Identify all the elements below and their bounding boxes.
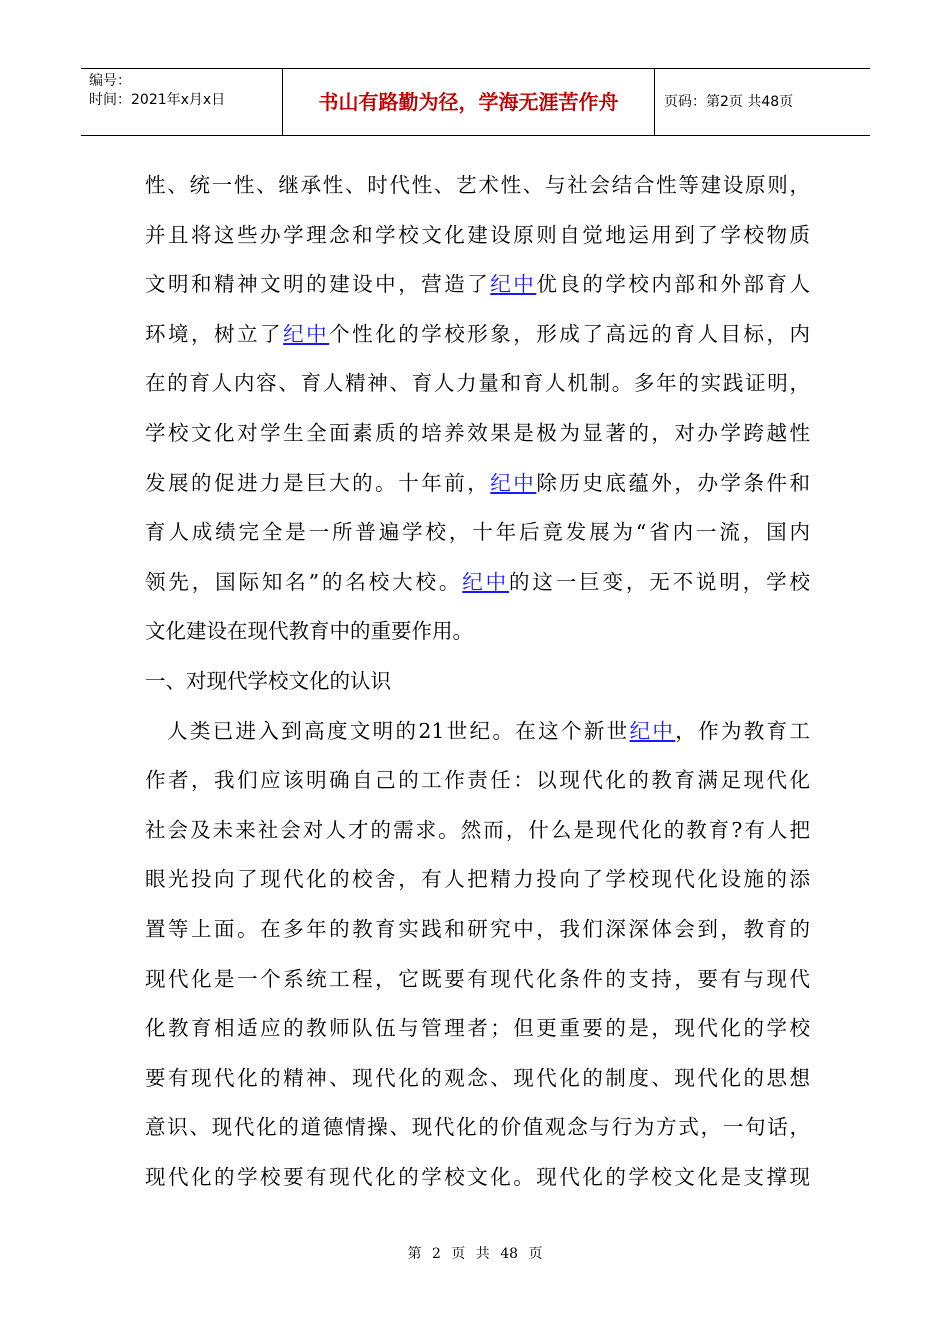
text-line bbox=[145, 855, 810, 905]
text-line bbox=[145, 310, 810, 360]
text-line bbox=[145, 905, 810, 955]
text-segment: 文化建设在现代教育中的重要作用。 bbox=[145, 619, 473, 644]
text-segment: 育人成绩完全是一所普遍学校，十年后竟发展为“省内一流，国内 bbox=[145, 520, 810, 545]
page-footer: 第 2 页 共 48 页 bbox=[407, 1246, 543, 1262]
text-segment: 一、对现代学校文化的认识 bbox=[145, 668, 391, 693]
hyperlink-jizhong[interactable]: 纪中 bbox=[490, 272, 537, 297]
text-line bbox=[145, 409, 810, 459]
text-segment: 现代化的学校要有现代化的学校文化。现代化的学校文化是支撑现 bbox=[145, 1164, 810, 1189]
text-segment: 学校文化对学生全面素质的培养效果是极为显著的，对办学跨越性 bbox=[145, 420, 810, 445]
text-segment: 个性化的学校形象，形成了高远的育人目标，内 bbox=[329, 321, 811, 346]
text-segment: 优良的学校内部和外部育人 bbox=[536, 272, 811, 297]
header-time: 时间：2021年x月x日 bbox=[89, 92, 226, 108]
text-segment: 文明和精神文明的建设中，营造了 bbox=[145, 272, 491, 297]
text-line bbox=[145, 558, 810, 608]
header-meta bbox=[81, 69, 283, 135]
text-line bbox=[145, 1153, 810, 1203]
text-segment: 化教育相适应的教师队伍与管理者；但更重要的是，现代化的学校 bbox=[145, 1016, 810, 1041]
text-line bbox=[145, 1103, 810, 1153]
text-line bbox=[145, 1004, 810, 1054]
text-segment: 性、统一性、继承性、时代性、艺术性、与社会结合性等建设原则， bbox=[145, 173, 810, 197]
text-line bbox=[145, 161, 810, 211]
header-motto: 书山有路勤为径，学海无涯苦作舟 bbox=[283, 69, 655, 135]
text-segment: 社会及未来社会对人才的需求。然而，什么是现代化的教育?有人把 bbox=[145, 817, 810, 842]
text-segment: 人类已进入到高度文明的21世纪。在这个新世 bbox=[167, 718, 630, 743]
text-line bbox=[145, 955, 810, 1005]
header-page-number: 页码：第2页 共48页 bbox=[664, 94, 794, 110]
text-segment: 现代化是一个系统工程，它既要有现代化条件的支持，要有与现代 bbox=[145, 966, 810, 991]
document-header bbox=[81, 68, 870, 136]
text-segment: 并且将这些办学理念和学校文化建设原则自觉地运用到了学校物质 bbox=[145, 222, 810, 247]
text-line bbox=[145, 707, 810, 757]
text-segment: 除历史底蕴外，办学条件和 bbox=[536, 470, 811, 495]
text-segment: 要有现代化的精神、现代化的观念、现代化的制度、现代化的思想 bbox=[145, 1065, 810, 1090]
text-line bbox=[145, 508, 810, 558]
text-line bbox=[145, 260, 810, 310]
text-line bbox=[145, 359, 810, 409]
text-segment: 意识、现代化的道德情操、现代化的价值观念与行为方式，一句话， bbox=[145, 1115, 810, 1140]
text-line bbox=[145, 211, 810, 261]
text-line bbox=[145, 607, 810, 657]
hyperlink-jizhong[interactable]: 纪中 bbox=[490, 470, 537, 495]
text-segment: 在的育人内容、育人精神、育人力量和育人机制。多年的实践证明， bbox=[145, 371, 810, 396]
text-line bbox=[145, 806, 810, 856]
text-segment: ，作为教育工 bbox=[675, 718, 811, 743]
text-segment: 环境，树立了 bbox=[145, 321, 284, 346]
text-line bbox=[145, 459, 810, 509]
text-line bbox=[145, 1054, 810, 1104]
hyperlink-jizhong[interactable]: 纪中 bbox=[462, 569, 510, 594]
hyperlink-jizhong[interactable]: 纪中 bbox=[283, 321, 330, 346]
text-segment: 置等上面。在多年的教育实践和研究中，我们深深体会到，教育的 bbox=[145, 916, 810, 941]
text-segment: 眼光投向了现代化的校舍，有人把精力投向了学校现代化设施的添 bbox=[145, 867, 810, 892]
text-line bbox=[145, 756, 810, 806]
text-segment: 发展的促进力是巨大的。十年前， bbox=[145, 470, 491, 495]
text-segment: 领先，国际知名”的名校大校。 bbox=[145, 569, 463, 594]
text-line bbox=[145, 657, 810, 707]
text-segment: 的这一巨变，无不说明，学校 bbox=[509, 569, 811, 594]
hyperlink-jizhong[interactable]: 纪中 bbox=[629, 718, 676, 743]
document-body bbox=[145, 161, 810, 1202]
header-number: 编号： bbox=[89, 73, 131, 89]
text-segment: 作者，我们应该明确自己的工作责任：以现代化的教育满足现代化 bbox=[145, 768, 810, 793]
